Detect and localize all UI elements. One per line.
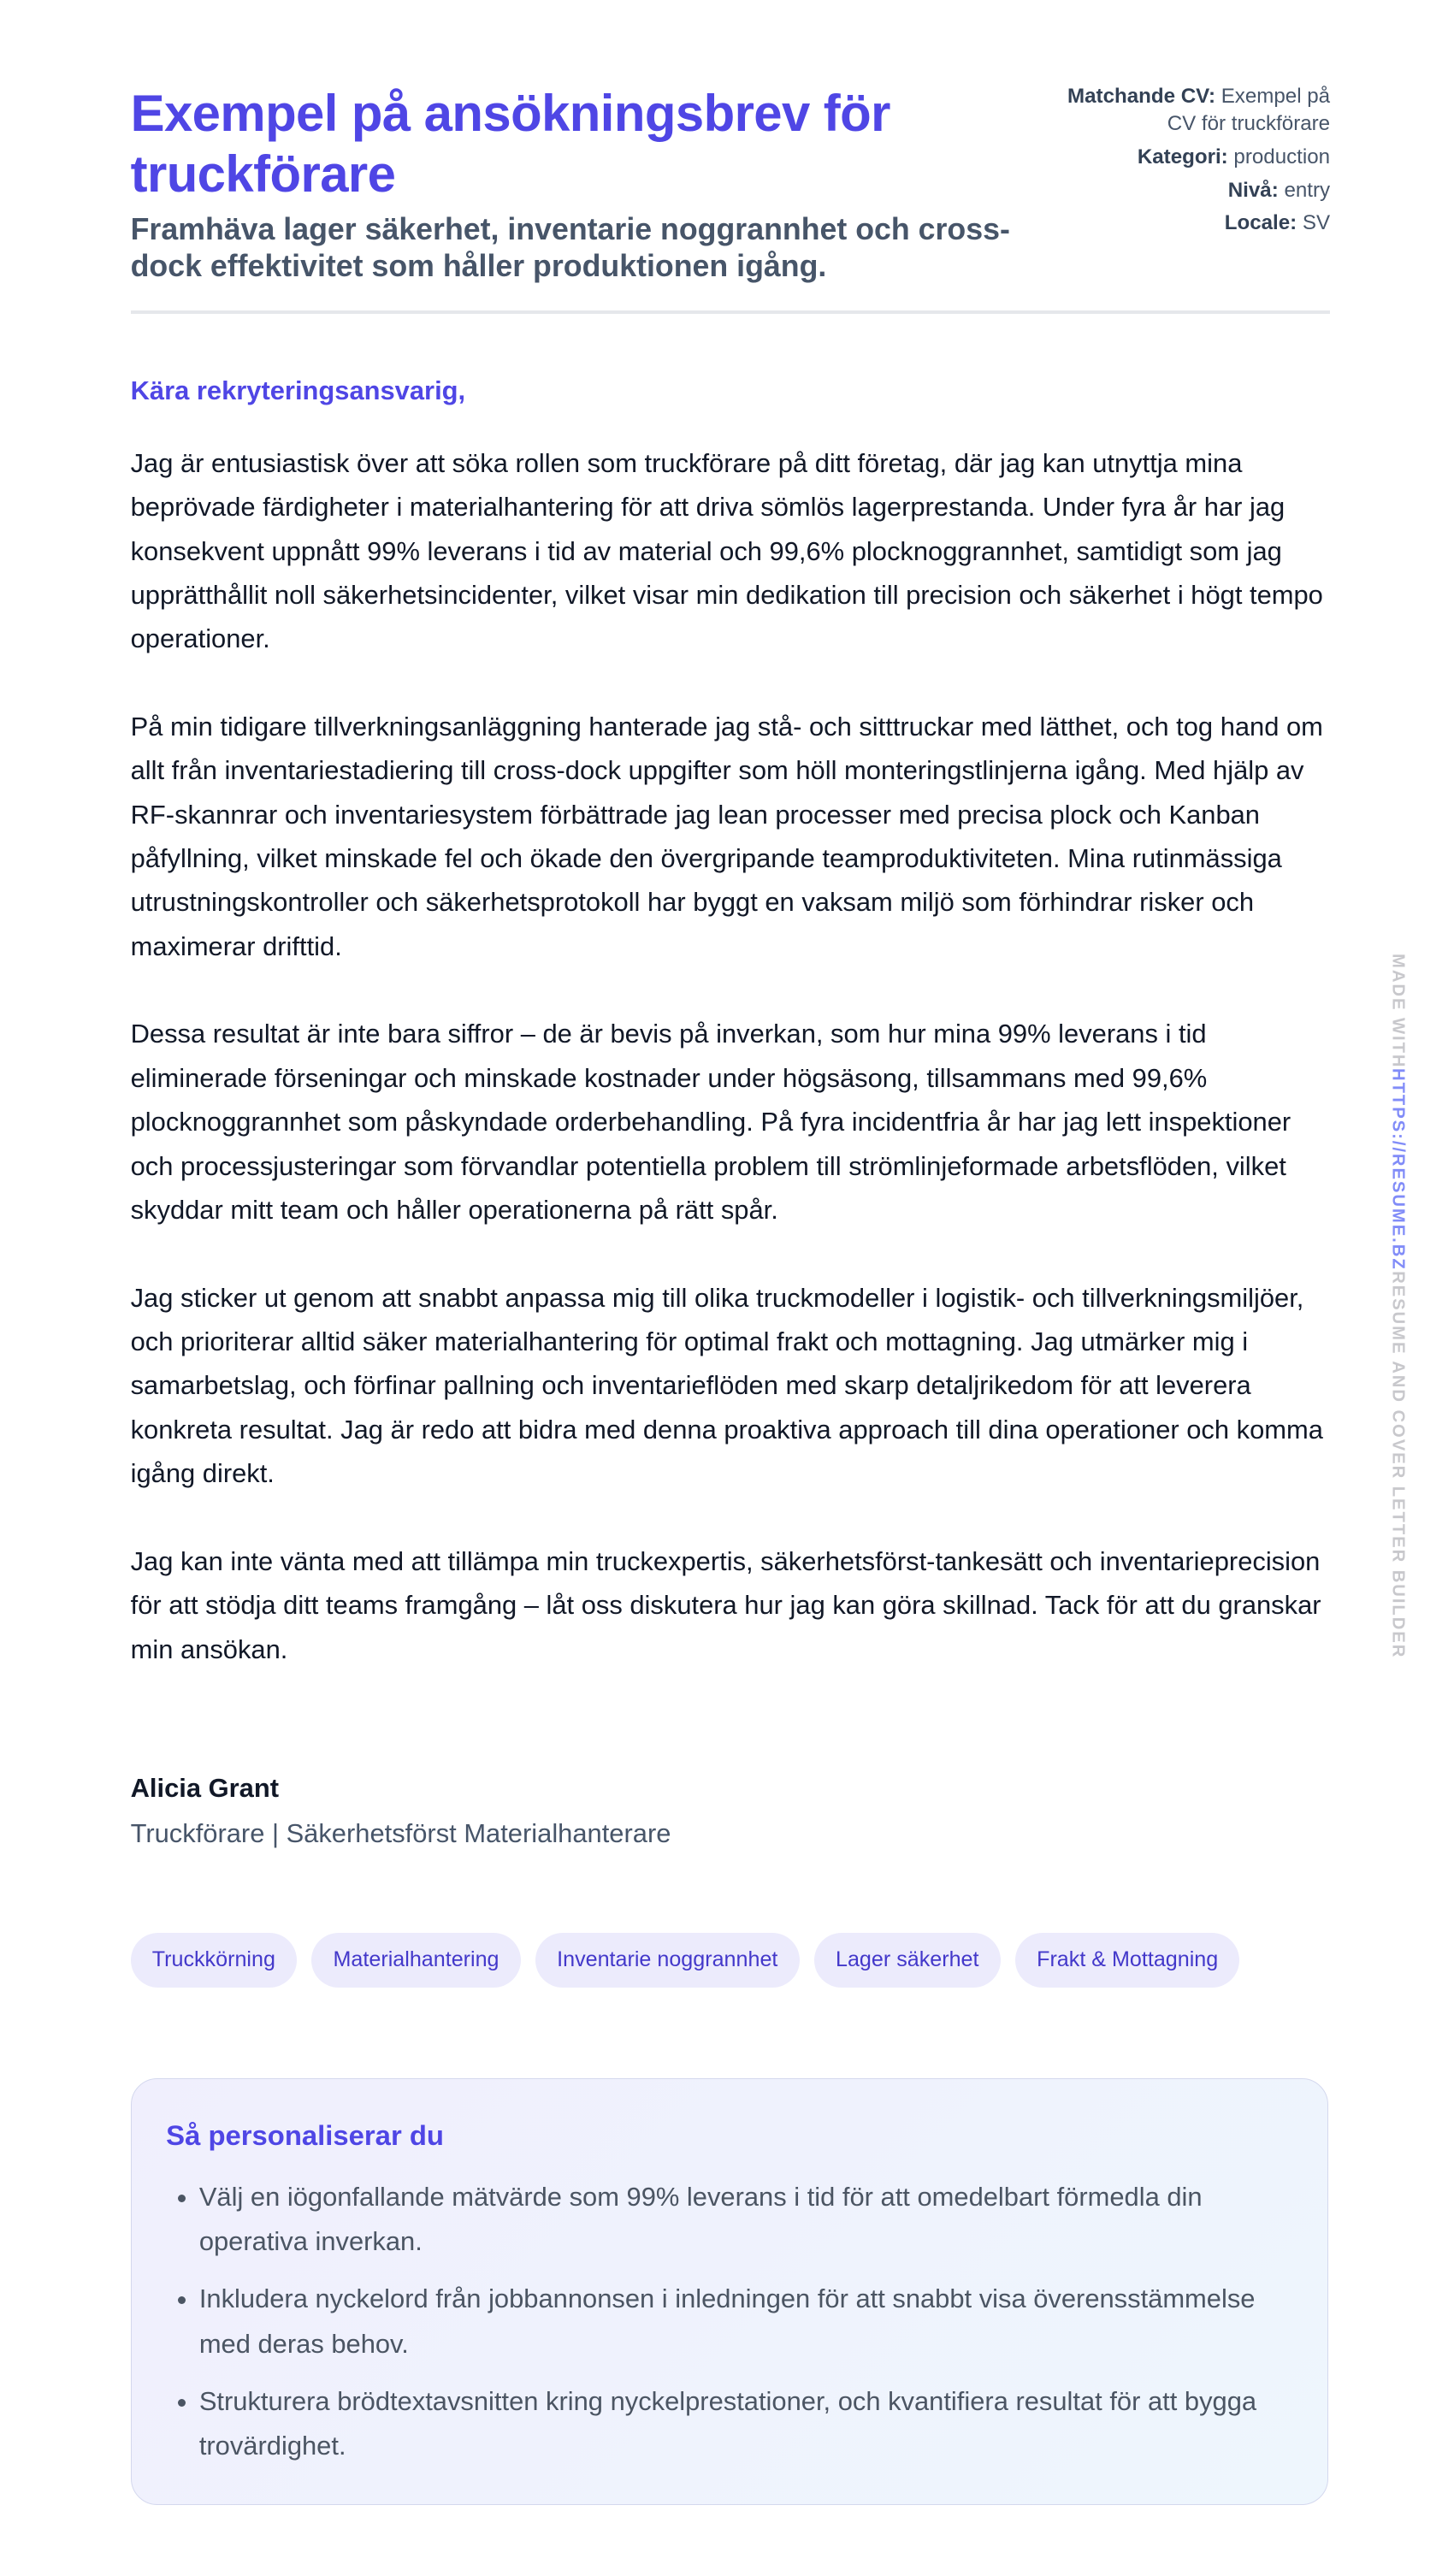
tag[interactable]: Lager säkerhet bbox=[814, 1933, 1001, 1988]
signature-name: Alicia Grant bbox=[130, 1772, 279, 1803]
tag-list bbox=[131, 1933, 1240, 1988]
builder-text: RESUME AND COVER LETTER BUILDER bbox=[1388, 1270, 1408, 1658]
paragraph: Jag sticker ut genom att snabbt anpassa mig till olika truckmodeller i logistik- och tillverkningsmiljöer, och prioriterar alltid säker materialhantering för optimal frakt och mottagning. Jag utmärker mig i samarbetslag, och förfinar pallning och inventarieflöden med skarp detaljrikedom för att leverera konkreta resultat. Jag är redo att bidra med denna proaktiva approach till dina operationer och komma igång direkt. bbox=[130, 1282, 1323, 1489]
meta-category bbox=[1049, 144, 1330, 172]
meta-level bbox=[1049, 177, 1330, 205]
tip-item: • Inkludera nyckelord från jobbannonsen i inledningen för att snabbt visa överensstämmelse med deras behov. bbox=[199, 2277, 1274, 2366]
meta-level-label: Nivå: bbox=[1227, 178, 1279, 202]
paragraph: Jag är entusiastisk över att söka rollen som truckförare på ditt företag, där jag kan utnyttja mina beprövade färdigheter i materialhantering för att driva sömlös lagerprestanda. Under fyra år har jag konsekvent uppnått 99% leverans i tid av material och 99,6% plocknoggrannhet, samtidigt som jag upprätthållit noll säkerhetsincidenter, vilket visar min dedikation till precision och säkerhet i högt tempo operationer. bbox=[130, 447, 1323, 654]
signature-role: Truckförare | Säkerhetsförst Materialhanterare bbox=[130, 1818, 671, 1849]
meta-info bbox=[1049, 83, 1330, 243]
divider bbox=[131, 310, 1330, 314]
tip-item: • Strukturera brödtextavsnitten kring nyckelprestationer, och kvantifiera resultat för att bygga trovärdighet. bbox=[199, 2379, 1274, 2468]
meta-locale-value: SV bbox=[1302, 211, 1331, 235]
page-subtitle: Framhäva lager säkerhet, inventarie noggrannhet och cross-dock effektivitet som håller produktionen igång. bbox=[130, 212, 1010, 283]
salutation: Kära rekryteringsansvarig, bbox=[130, 375, 466, 405]
page-title: Exempel på ansökningsbrev för truckförare bbox=[130, 84, 890, 204]
resume-link[interactable]: HTTPS://RESUME.BZ bbox=[1388, 1068, 1408, 1271]
tag[interactable]: Materialhantering bbox=[311, 1933, 520, 1988]
header bbox=[131, 83, 1330, 285]
meta-category-label: Kategori: bbox=[1137, 145, 1228, 169]
meta-category-value: production bbox=[1233, 145, 1331, 169]
made-with-banner bbox=[1388, 954, 1408, 1658]
made-with-text: MADE WITH bbox=[1388, 953, 1408, 1069]
meta-cv bbox=[1049, 83, 1330, 139]
paragraph: Dessa resultat är inte bara siffror – de är bevis på inverkan, som hur mina 99% leverans i tid eliminerade förseningar och minskade kostnader under högsäsong, tillsammans med 99,6% plocknoggrannhet som påskyndade orderbehandling. På fyra incidentfria år har jag lett inspektioner och processjusteringar som förvandlar potentiella problem till strömlinjeformade arbetsflöden, vilket skyddar mitt team och håller operationerna på rätt spår. bbox=[130, 1019, 1291, 1226]
meta-cv-label: Matchande CV: bbox=[1067, 84, 1215, 108]
paragraph: Jag kan inte vänta med att tillämpa min truckexpertis, säkerhetsförst-tankesätt och inventarieprecision för att stödja ditt teams framgång – låt oss diskutera hur jag kan göra skillnad. Tack för att du granskar min ansökan. bbox=[130, 1545, 1321, 1664]
tag[interactable]: Truckkörning bbox=[131, 1933, 297, 1988]
meta-locale-label: Locale: bbox=[1224, 211, 1297, 235]
tip-item: • Välj en iögonfallande mätvärde som 99% leverans i tid för att omedelbart förmedla din operativa inverkan. bbox=[199, 2175, 1274, 2264]
tips-box bbox=[131, 2078, 1329, 2504]
meta-cv-value[interactable]: Exempel på CV för truckförare bbox=[1167, 84, 1331, 136]
meta-locale bbox=[1049, 210, 1330, 238]
tips-title: Så personaliserar du bbox=[166, 2118, 444, 2151]
paragraph: På min tidigare tillverkningsanläggning hanterade jag stå- och sitttruckar med lätthet, och tog hand om allt från inventariestadiering till cross-dock uppgifter som höll monteringstlinjerna igång. Med hjälp av RF-skannrar och inventariesystem förbättrade jag lean processer med precisa plock och Kanban påfyllning, vilket minskade fel och ökade den övergripande teamproduktiviteten. Mina rutinmässiga utrustningskontroller och säkerhetsprotokoll har byggt en vaksam miljö som förhindrar risker och maximerar drifttid. bbox=[130, 711, 1323, 961]
letter-body bbox=[131, 441, 1333, 1715]
meta-level-value: entry bbox=[1284, 178, 1331, 202]
signature bbox=[131, 1773, 671, 1849]
tag[interactable]: Inventarie noggrannhet bbox=[535, 1933, 800, 1988]
tips-list bbox=[132, 2175, 1274, 2469]
tag[interactable]: Frakt & Mottagning bbox=[1015, 1933, 1239, 1988]
